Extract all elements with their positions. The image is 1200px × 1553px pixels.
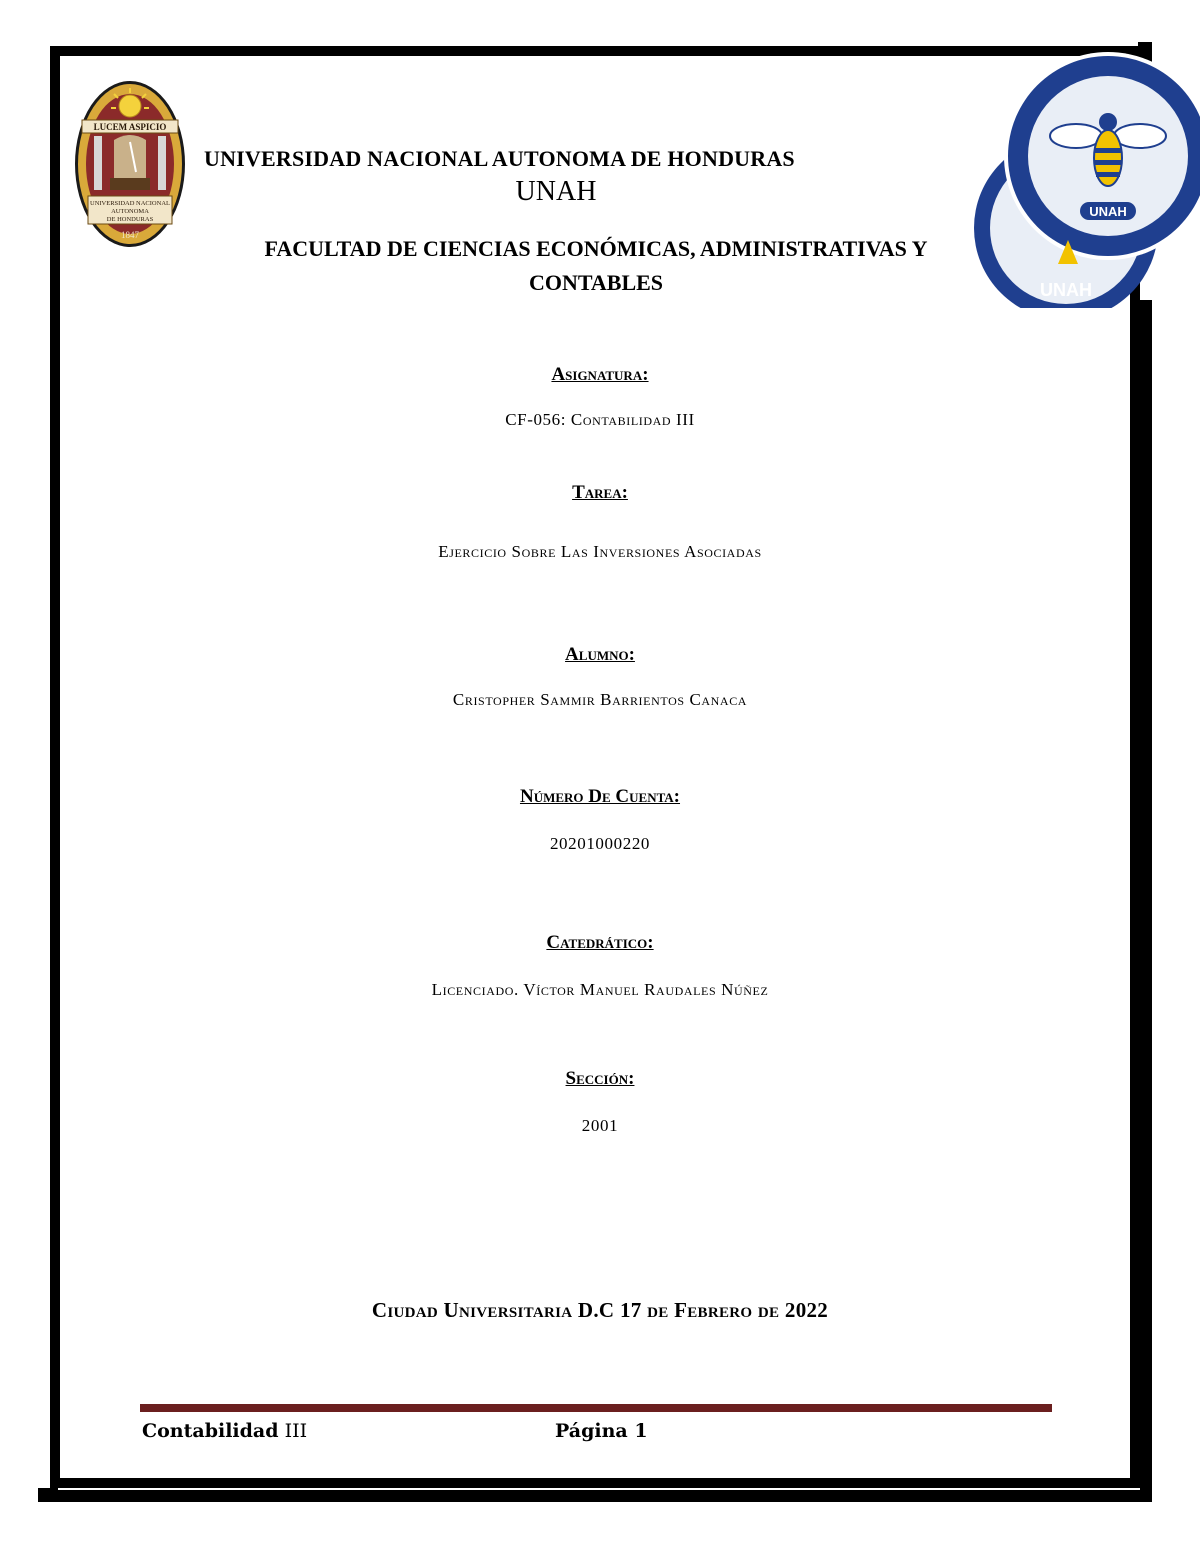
footer-rule	[140, 1404, 1052, 1412]
footer-course-bold: Contabilidad	[142, 1420, 279, 1442]
numero-cuenta-label: Número De Cuenta:	[519, 786, 681, 807]
footer-page-number: Página 1	[555, 1420, 648, 1442]
tarea-label: Tarea:	[572, 482, 628, 503]
svg-text:UNAH: UNAH	[1040, 280, 1092, 300]
faculty-seal-logo	[968, 40, 1200, 308]
university-abbreviation: UNAH	[515, 176, 597, 207]
university-name: UNIVERSIDAD NACIONAL AUTONOMA DE HONDURAS	[204, 146, 795, 171]
faculty-name: FACULTAD DE CIENCIAS ECONÓMICAS, ADMINISTRATIVAS Y CONTABLES	[264, 236, 928, 295]
catedratico-label: Catedrático:	[546, 932, 654, 953]
catedratico-value: Licenciado. Víctor Manuel Raudales Núñez	[431, 980, 769, 999]
page-border-segment	[38, 1488, 58, 1496]
numero-cuenta-value: 20201000220	[549, 834, 651, 853]
asignatura-label: Asignatura:	[551, 364, 649, 385]
page-border-segment	[38, 1490, 1152, 1502]
seccion-label: Sección:	[565, 1068, 635, 1089]
svg-text:AUTONOMA: AUTONOMA	[111, 208, 149, 215]
alumno-label: Alumno:	[565, 644, 635, 665]
svg-text:UNIVERSIDAD NACIONAL: UNIVERSIDAD NACIONAL	[90, 200, 170, 207]
footer-course	[142, 1420, 307, 1442]
tarea-value: Ejercicio Sobre Las Inversiones Asociadas	[438, 542, 762, 561]
alumno-value: Cristopher Sammir Barrientos Canaca	[452, 690, 748, 709]
footer-course-rest: III	[278, 1420, 308, 1442]
dateline: Ciudad Universitaria D.C 17 de Febrero de 2022	[371, 1298, 829, 1322]
seccion-value: 2001	[581, 1116, 619, 1135]
svg-text:1847: 1847	[121, 230, 139, 240]
svg-text:UNAH: UNAH	[1089, 204, 1127, 219]
unah-seal-logo	[74, 80, 186, 248]
asignatura-value: CF-056: Contabilidad III	[505, 410, 695, 429]
svg-text:DE HONDURAS: DE HONDURAS	[106, 216, 154, 223]
svg-text:LUCEM ASPICIO: LUCEM ASPICIO	[93, 122, 167, 132]
